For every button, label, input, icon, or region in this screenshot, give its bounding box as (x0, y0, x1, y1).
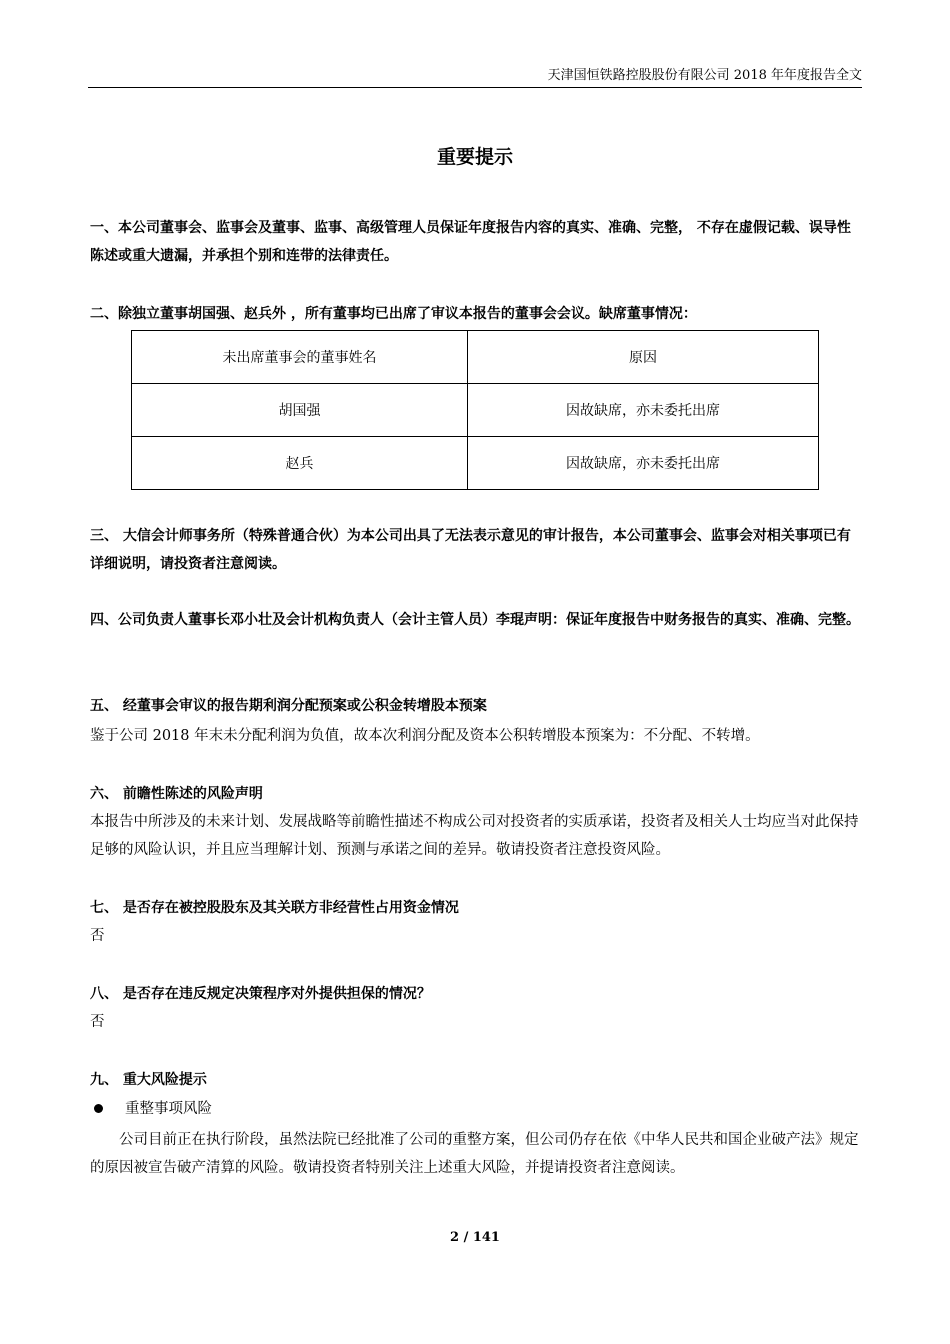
absent-directors-table (131, 330, 819, 490)
section-5-body: 鉴于公司 2018 年末未分配利润为负值，故本次利润分配及资本公积转增股本预案为：不分配、不转增。 (90, 728, 760, 744)
table-cell: 因故缺席，亦未委托出席 (468, 437, 819, 490)
risk-bullet-label: 重整事项风险 (125, 1101, 212, 1117)
section-2: 二、除独立董事胡国强、赵兵外 ，所有董事均已出席了审议本报告的董事会会议。缺席董事情况： (90, 306, 697, 322)
table-cell: 胡国强 (132, 384, 468, 437)
risk-bullet (90, 1096, 212, 1122)
section-6-body: 本报告中所涉及的未来计划、发展战略等前瞻性描述不构成公司对投资者的实质承诺，投资者及相关人士均应当对此保持足够的风险认识，并且应当理解计划、预测与承诺之间的差异。敬请投资者注意投资风险。 (90, 814, 859, 858)
section-8-title: 八、 是否存在违反规定决策程序对外提供担保的情况？ (90, 986, 431, 1002)
bullet-icon (94, 1104, 103, 1113)
page-number: 2 / 141 (450, 1230, 500, 1245)
table-row (132, 437, 819, 490)
section-1: 一、本公司董事会、监事会及董事、监事、高级管理人员保证年度报告内容的真实、准确、完整， 不存在虚假记载、误导性陈述或重大遗漏，并承担个别和连带的法律责任。 (90, 220, 851, 264)
table-cell: 赵兵 (132, 437, 468, 490)
table-header-row (132, 331, 819, 384)
section-8-body: 否 (90, 1014, 105, 1030)
table-header-cell: 原因 (468, 331, 819, 384)
section-7-title: 七、 是否存在被控股股东及其关联方非经营性占用资金情况 (90, 900, 459, 916)
section-7-body: 否 (90, 928, 105, 944)
section-4: 四、公司负责人董事长邓小壮及会计机构负责人（会计主管人员）李琨声明：保证年度报告中财务报告的真实、准确、完整。 (90, 612, 860, 628)
section-6-title: 六、 前瞻性陈述的风险声明 (90, 786, 263, 802)
table-cell: 因故缺席，亦未委托出席 (468, 384, 819, 437)
section-3: 三、 大信会计师事务所（特殊普通合伙）为本公司出具了无法表示意见的审计报告，本公司董事会、监事会对相关事项已有详细说明，请投资者注意阅读。 (90, 528, 851, 572)
section-9-body: 公司目前正在执行阶段，虽然法院已经批准了公司的重整方案，但公司仍存在依《中华人民共和国企业破产法》规定的原因被宣告破产清算的风险。敬请投资者特别关注上述重大风险，并提请投资者注意阅读。 (90, 1132, 859, 1176)
table-row (132, 384, 819, 437)
table-header-cell: 未出席董事会的董事姓名 (132, 331, 468, 384)
section-5-title: 五、 经董事会审议的报告期利润分配预案或公积金转增股本预案 (90, 698, 487, 714)
header-divider (88, 87, 862, 88)
section-9-title: 九、 重大风险提示 (90, 1072, 207, 1088)
report-header: 天津国恒铁路控股股份有限公司 2018 年年度报告全文 (547, 68, 862, 83)
page-title: 重要提示 (436, 146, 513, 168)
